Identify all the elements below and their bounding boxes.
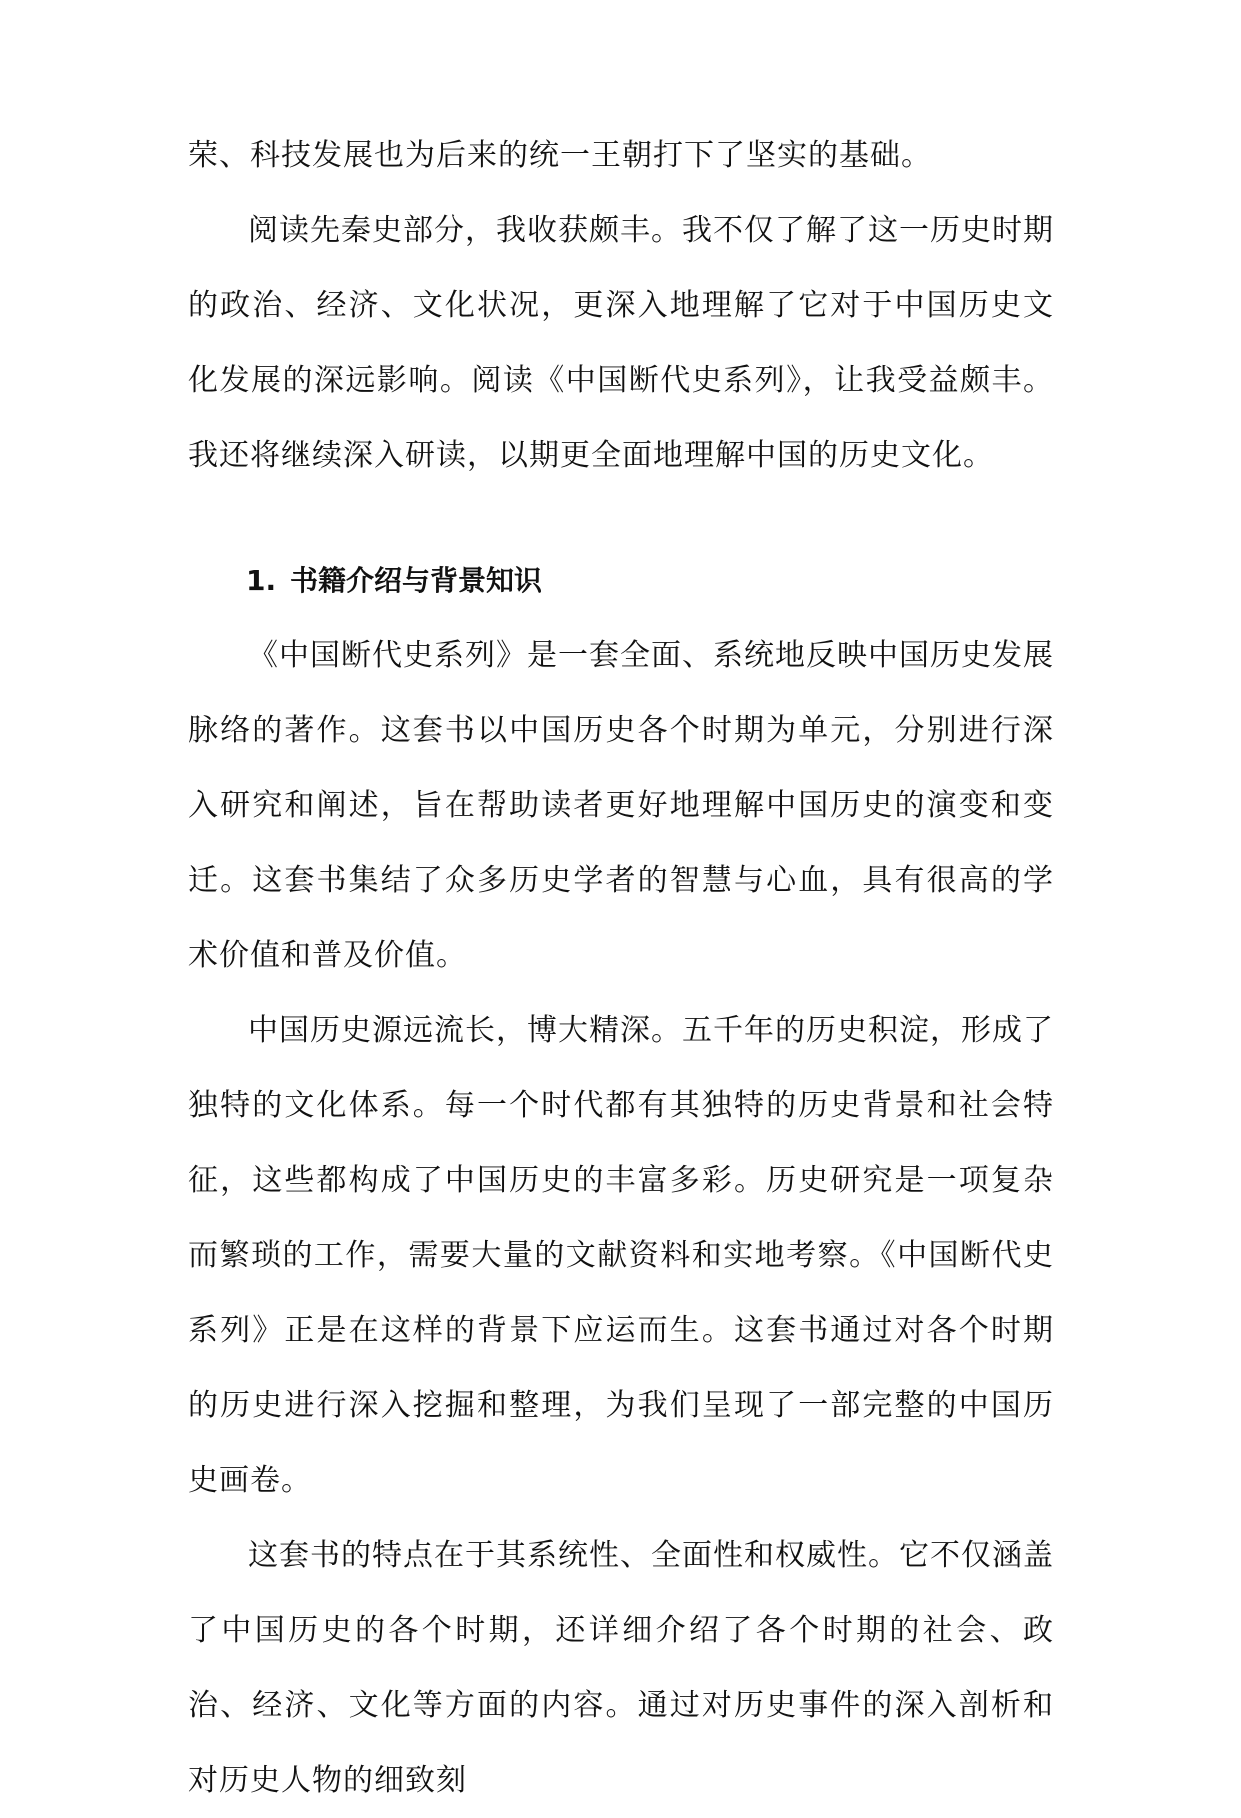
paragraph-history-background: 中国历史源远流长，博大精深。五千年的历史积淀，形成了独特的文化体系。每一个时代都有其独特的历史背景和社会特征，这些都构成了中国历史的丰富多彩。历史研究是一项复杂而繁琐的工作，需要大量的文献资料和实地考察。《中国断代史系列》正是在这样的背景下应运而生。这套书通过对各个时期的历史进行深入挖掘和整理，为我们呈现了一部完整的中国历史画卷。 (188, 1013, 1054, 1498)
paragraph-continuation: 荣、科技发展也为后来的统一王朝打下了坚实的基础。 (188, 138, 932, 173)
paragraph-book-features: 这套书的特点在于其系统性、全面性和权威性。它不仅涵盖了中国历史的各个时期，还详细介绍了各个时期的社会、政治、经济、文化等方面的内容。通过对历史事件的深入剖析和对历史人物的细致刻 (188, 1538, 1054, 1798)
section-heading (246, 551, 542, 611)
paragraph-reading-reflection: 阅读先秦史部分，我收获颇丰。我不仅了解了这一历史时期的政治、经济、文化状况，更深入地理解了它对于中国历史文化发展的深远影响。阅读《中国断代史系列》，让我受益颇丰。我还将继续深入研读，以期更全面地理解中国的历史文化。 (188, 213, 1054, 473)
body-text-bottom (188, 618, 1054, 1818)
section-title: 书籍介绍与背景知识 (290, 564, 543, 597)
body-text-top (188, 118, 1054, 493)
section-number: 1. (246, 564, 277, 597)
paragraph-book-intro: 《中国断代史系列》是一套全面、系统地反映中国历史发展脉络的著作。这套书以中国历史各个时期为单元，分别进行深入研究和阐述，旨在帮助读者更好地理解中国历史的演变和变迁。这套书集结了众多历史学者的智慧与心血，具有很高的学术价值和普及价值。 (188, 638, 1054, 973)
